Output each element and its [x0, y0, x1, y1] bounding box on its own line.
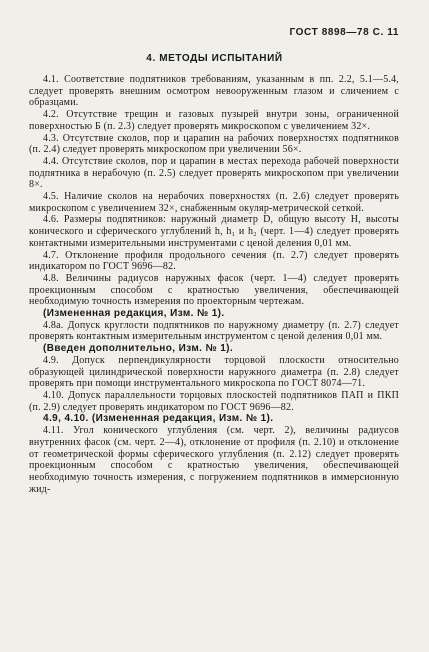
paragraph: 4.5. Наличие сколов на нерабочих поверхностях (п. 2.6) следует проверять микроскопом с увеличением 32×, снабженным окуляр-метрической сеткой.: [29, 191, 399, 214]
amendment-note: (Введен дополнительно, Изм. № 1).: [43, 343, 234, 355]
paragraph: 4.1. Соответствие подпятников требованиям, указанным в пп. 2.2, 5.1—5.4, следует проверять внешним осмотром невооруженным глазом и сличением с образцами.: [29, 74, 399, 109]
body-text: [29, 74, 399, 495]
paragraph: 4.3. Отсутствие сколов, пор и царапин на рабочих поверхностях подпятников (п. 2.4) следует проверять микроскопом при увеличении 56×.: [29, 132, 399, 156]
paragraph: 4.4. Отсутствие сколов, пор и царапин в местах перехода рабочей поверхности подпятника в нерабочую (п. 2.5) следует проверять микроскопом при увеличении 8×.: [29, 155, 399, 191]
page-header: ГОСТ 8898—78 С. 11: [289, 27, 399, 38]
paragraph: 4.8а. Допуск круглости подпятников по наружному диаметру (п. 2.7) следует проверять контактным измерительным инструментом с ценой деления 0,01 мм.: [29, 319, 399, 343]
paragraph: 4.9. Допуск перпендикулярности торцовой плоскости относительно образующей цилиндрической поверхности наружного диаметра (п. 2.8) следует проверять при помощи инструментального микроскопа по ГОСТ 8074—71.: [29, 354, 399, 390]
paragraph: 4.8. Величины радиусов наружных фасок (черт. 1—4) следует проверять проекционным способом с кратностью увеличения, обеспечивающей необходимую точность измерения по проекторным чертежам.: [29, 272, 399, 308]
section-title: 4. МЕТОДЫ ИСПЫТАНИЙ: [146, 53, 283, 64]
paragraph: 4.11. Угол конического углубления (см. черт. 2), величины радиусов внутренних фасок (см. черт. 2—4), отклонение от профиля (п. 2.10) и отклонение от геометрической формы сферического углубления (п. 2.12) следует проверять проекционным способом с кратностью увеличения, обеспечивающей необходимую точность измерения, с погружением подпятников в иммерсионную жид-: [29, 425, 399, 495]
amendment-note: (Измененная редакция, Изм. № 1).: [43, 308, 225, 320]
paragraph: 4.6. Размеры подпятников: наружный диаметр D, общую высоту H, высоты конического и сферического углублений h, h₁ и h₂ (черт. 1—4) следует проверять контактными измерительными инструментами с ценой деления 0,01 мм.: [29, 214, 399, 249]
amendment-note: 4.9, 4.10. (Измененная редакция, Изм. № 1).: [43, 413, 274, 425]
paragraph: 4.7. Отклонение профиля продольного сечения (п. 2.7) следует проверять индикатором по ГОСТ 9696—82.: [29, 249, 399, 273]
paragraph: 4.2. Отсутствие трещин и газовых пузырей внутри зоны, ограниченной поверхностью Б (п. 2.3) следует проверять микроскопом с увеличением 32×.: [29, 109, 399, 132]
paragraph: 4.10. Допуск параллельности торцовых плоскостей подпятников ПАП и ПКП (п. 2.9) следует проверять индикатором по ГОСТ 9696—82.: [29, 389, 399, 413]
